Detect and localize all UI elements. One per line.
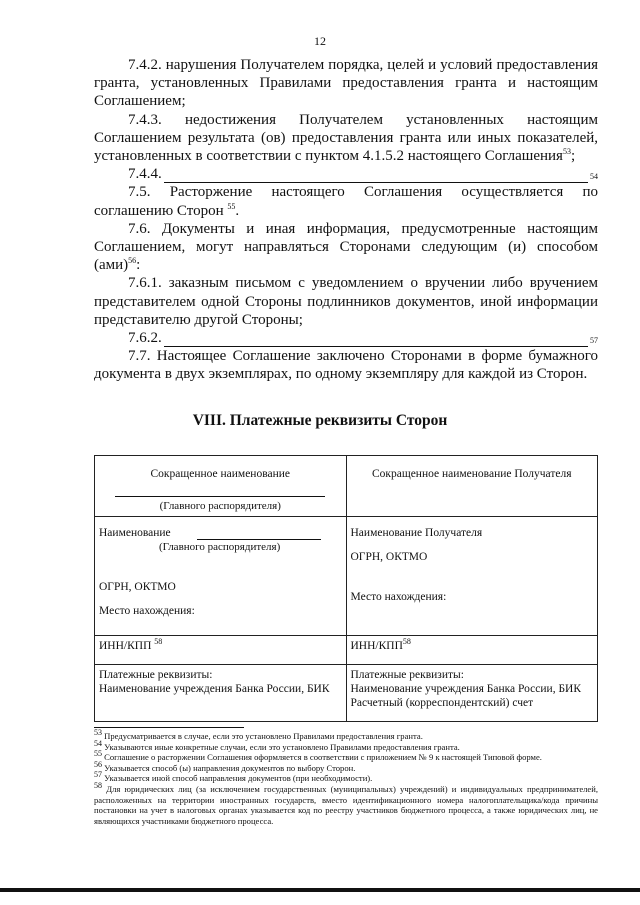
table-row <box>95 636 598 665</box>
paragraph-7-6-2: 7.6.2. $^{57}$ <box>128 330 598 347</box>
section-title: VIII. Платежные реквизиты Сторон <box>192 412 448 429</box>
table-row <box>95 456 598 517</box>
cell-short-name: Сокращенное наименование Получателя <box>371 468 572 480</box>
paragraph-7-4-2: 7.4.2. нарушения Получателем порядка, целей и условий предоставления гранта, установленных Правилами предоставления гранта и настоящим Соглашением; <box>94 57 598 110</box>
cell-pay-text: Наименование учреждения Банка России, БИК <box>350 683 582 695</box>
cell-pay-label: Платежные реквизиты: <box>99 669 213 681</box>
cell-short-name: Сокращенное наименование <box>150 468 290 480</box>
cell-name-label: Наименование <box>99 527 171 539</box>
scan-edge-bar <box>0 888 640 892</box>
document-body <box>94 56 598 384</box>
footnote-ref: 58 <box>154 637 163 647</box>
blank-line <box>164 169 588 183</box>
cell-ogrn: ОГРН, ОКТМО <box>99 581 176 593</box>
paragraph-7-4-3: 7.4.3. недостижения Получателем установленных настоящим Соглашением результата (ов) предоставления гранта или иных показателей, установленных в соответствии с пунктом 4.1.5.2 настоящего Соглашения$^{53}$; <box>94 111 598 165</box>
payment-details-table <box>94 455 598 722</box>
footnote-ref: 55 <box>227 201 236 211</box>
footnote: $^{58}$ Для юридических лиц (за исключением государственных (муниципальных) учреждений) и индивидуальных предпринимателей, расположенных на территории иностранных государств, вместо идентификационного номера налогоплательщика/кода причины постановки на учет в налоговых органах указывается код по реестру участников бюджетного процесса, а также юридических лиц, не являющихся участниками бюджетного процесса. <box>94 781 598 826</box>
footnotes <box>94 728 598 826</box>
footnote-ref: 56 <box>128 256 137 266</box>
paragraph-7-7: 7.7. Настоящее Соглашение заключено Сторонами в форме бумажного документа в двух экземплярах, по одному экземпляру для каждой из Сторон. <box>94 348 598 383</box>
paragraph-7-6: 7.6. Документы и иная информация, предусмотренные настоящим Соглашением, могут направляться Сторонами следующим (и) способом (ами)$^{56}$: <box>94 220 598 274</box>
footnote: $^{53}$ Предусматривается в случае, если это установлено Правилами предоставления гранта. <box>94 728 423 741</box>
cell-location: Место нахождения: <box>99 605 195 617</box>
cell-pay-label: Платежные реквизиты: <box>350 669 464 681</box>
table-cell <box>346 517 598 636</box>
table-cell <box>95 517 347 636</box>
cell-location: Место нахождения: <box>350 591 447 603</box>
cell-ogrn: ОГРН, ОКТМО <box>350 551 428 563</box>
cell-hint: (Главного распорядителя) <box>159 541 281 553</box>
paragraph-7-6-1: 7.6.1. заказным письмом с уведомлением о вручении либо вручением представителем одной Стороны подлинников документов, иной информации представителю другой Стороны; <box>94 275 598 328</box>
footnote-separator <box>94 727 244 728</box>
paragraph-7-5: 7.5. Расторжение настоящего Соглашения осуществляется по соглашению Сторон $^{55}$. <box>94 184 598 219</box>
cell-pay-text: Наименование учреждения Банка России, БИК <box>99 683 330 695</box>
cell-inn: ИНН/КПП <box>350 640 403 652</box>
name-line <box>99 526 342 540</box>
table-cell <box>346 636 598 665</box>
blank-line <box>115 495 325 497</box>
table-row <box>95 517 598 636</box>
table-cell <box>95 665 347 722</box>
cell-inn: ИНН/КПП <box>99 640 152 652</box>
cell-name-label: Наименование Получателя <box>350 527 483 539</box>
footnote-ref: 58 <box>402 637 411 647</box>
table-cell <box>95 636 347 665</box>
footnote: $^{54}$ Указываются иные конкретные случаи, если это установлено Правилами предоставления гранта. <box>94 738 460 752</box>
footnote: $^{56}$ Указывается способ (ы) направления документов по выбору Сторон. <box>94 759 356 773</box>
footnote: $^{55}$ Соглашение о расторжении Соглашения оформляется в соответствии с приложением № 9 к настоящей Типовой форме. <box>94 749 542 763</box>
footnote: $^{57}$ Указывается иной способ направления документов (при необходимости). <box>94 770 373 784</box>
cell-hint: (Главного распорядителя) <box>159 500 281 512</box>
table-row <box>95 665 598 722</box>
table-cell <box>346 456 598 517</box>
blank-line <box>197 529 321 540</box>
cell-pay-text: Расчетный (корреспондентский) счет <box>350 697 534 709</box>
blank-line <box>164 333 588 347</box>
table-cell <box>95 456 347 517</box>
paragraph-7-4-4: 7.4.4. $^{54}$ <box>128 166 598 183</box>
table-cell <box>346 665 598 722</box>
footnote-ref: 53 <box>562 147 571 157</box>
page-number: 12 <box>314 34 326 48</box>
